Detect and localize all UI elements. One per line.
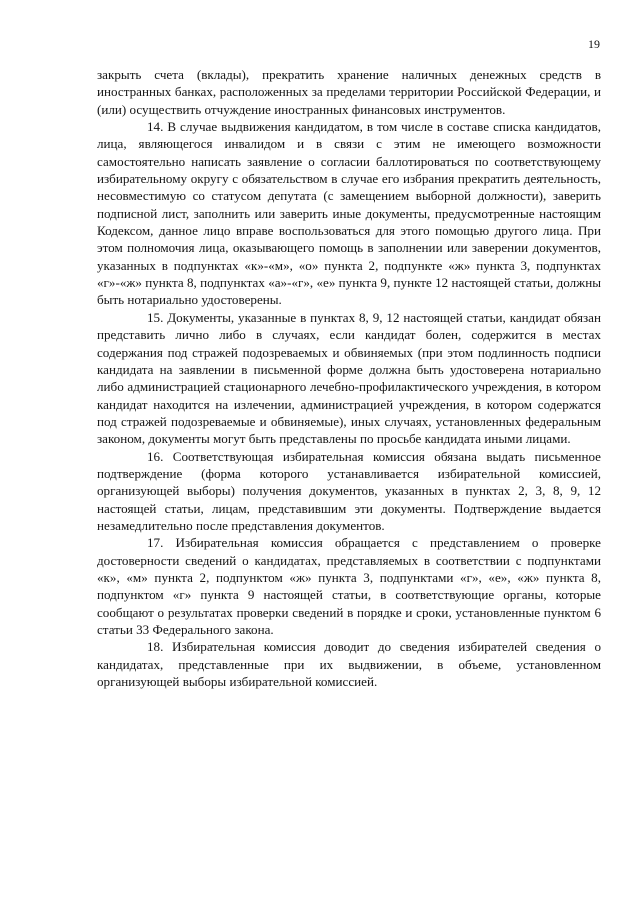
page-number: 19: [588, 37, 600, 51]
document-body: [97, 66, 601, 690]
paragraph-17: 17. Избирательная комиссия обращается с представлением о проверке достоверности сведений о кандидатах, представляемых в соответствии с подпунктами «к», «м» пункта 2, подпунктом «ж» пункта 3, подпунктами «г», «е», «ж» пункта 8, подпунктом «г» пункта 9 настоящей статьи, в соответствующие органы, которые сообщают о результатах проверки сведений в порядке и сроки, установленные пунктом 6 статьи 33 Федерального закона.: [97, 535, 601, 637]
paragraph-18: 18. Избирательная комиссия доводит до сведения избирателей сведения о кандидатах, представленные при их выдвижении, в объеме, установленном организующей выборы избирательной комиссией.: [97, 639, 601, 690]
paragraph-14: 14. В случае выдвижения кандидатом, в том числе в составе списка кандидатов, лица, являющегося инвалидом и в связи с этим не имеющего возможности самостоятельно написать заявление о согласии баллотироваться по соответствующему избирательному округу с обязательством в случае его избрания прекратить деятельность, несовместимую со статусом депутата (с замещением выборной должности), заверить подписной лист, заполнить или заверить иные документы, предусмотренные настоящим Кодексом, данное лицо вправе воспользоваться для этого помощью другого лица. При этом полномочия лица, оказывающего помощь в заполнении или заверении документов, указанных в подпунктах «к»-«м», «о» пункта 2, подпункте «ж» пункта 3, подпунктах «г»-«ж» пункта 8, подпунктах «а»-«г», «е» пункта 9, пункте 12 настоящей статьи, должны быть нотариально удостоверены.: [97, 119, 601, 308]
paragraph-16: 16. Соответствующая избирательная комиссия обязана выдать письменное подтверждение (форма которого устанавливается избирательной комиссией, организующей выборы) получения документов, указанных в пунктах 2, 3, 8, 9, 12 настоящей статьи, лицам, представившим эти документы. Подтверждение выдается незамедлительно после представления документов.: [97, 448, 601, 533]
paragraph-15: 15. Документы, указанные в пунктах 8, 9, 12 настоящей статьи, кандидат обязан представить лично либо в случаях, если кандидат болен, содержится в местах содержания под стражей подозреваемых и обвиняемых (при этом подлинность подписи кандидата на заявлении в письменной форме должна быть удостоверена нотариально либо администрацией стационарного лечебно-профилактического учреждения, в котором кандидат находится на излечении, администрацией учреждения, в котором содержатся под стражей подозреваемые и обвиняемые), иных случаях, установленных федеральным законом, документы могут быть представлены по просьбе кандидата иными лицами.: [97, 309, 601, 447]
paragraph-continuation: закрыть счета (вклады), прекратить хранение наличных денежных средств в иностранных банках, расположенных за пределами территории Российской Федерации, и (или) осуществить отчуждение иностранных финансовых инструментов.: [97, 67, 601, 117]
